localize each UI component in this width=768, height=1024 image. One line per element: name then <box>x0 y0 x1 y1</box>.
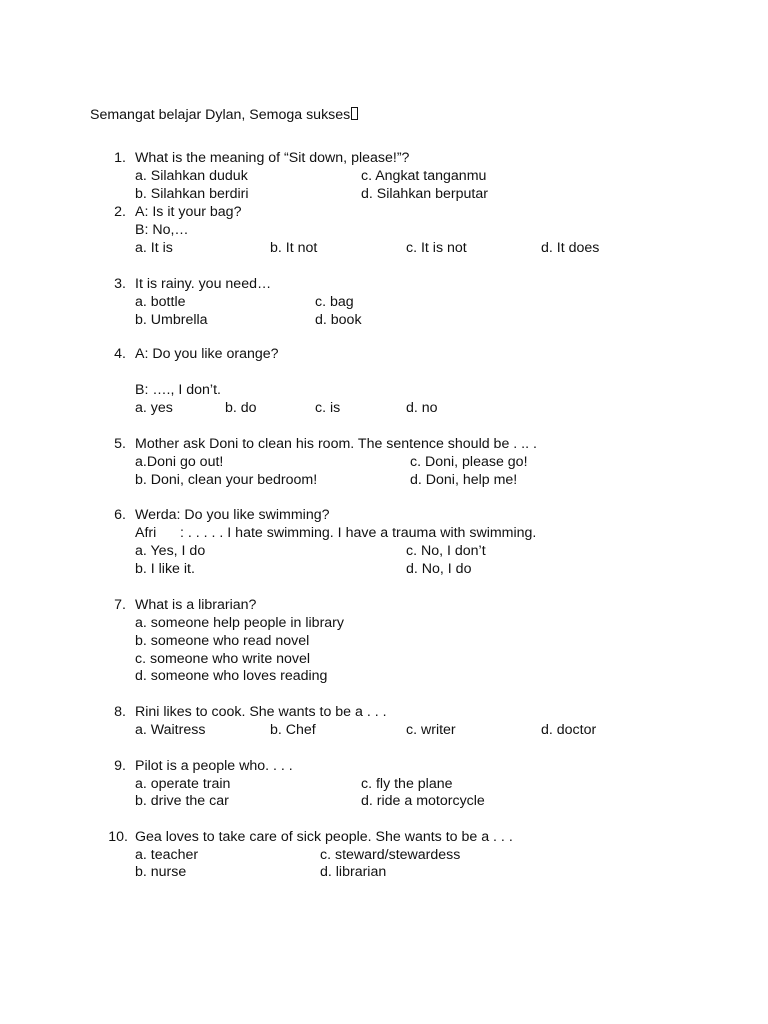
question-text: Mother ask Doni to clean his room. The sentence should be . .. . <box>135 436 537 452</box>
option-c: c. writer <box>406 722 456 738</box>
option-b: b. Doni, clean your bedroom! <box>135 472 318 488</box>
option-a: a. someone help people in library <box>135 615 345 631</box>
option-b: b. do <box>225 400 257 416</box>
option-a: a. It is <box>135 240 173 256</box>
option-c: c. steward/stewardess <box>320 847 461 863</box>
question-number: 10. <box>108 829 128 845</box>
option-d: d. doctor <box>541 722 597 738</box>
option-d: d. No, I do <box>406 561 472 577</box>
option-c: c. bag <box>315 294 354 310</box>
option-b: b. I like it. <box>135 561 195 577</box>
option-d: d. book <box>315 312 362 328</box>
question-number: 3. <box>114 276 126 292</box>
question-number: 5. <box>114 436 126 452</box>
question-text: It is rainy. you need… <box>135 276 272 292</box>
question-number: 6. <box>114 507 126 523</box>
question-text: A: Is it your bag? <box>135 204 242 220</box>
question-number: 4. <box>114 346 126 362</box>
greeting-text: Semangat belajar Dylan, Semoga sukses <box>90 107 351 123</box>
question-text: Pilot is a people who. . . . <box>135 758 293 774</box>
question-text-line-2: : . . . . . I hate swimming. I have a trauma with swimming. <box>180 525 537 541</box>
question-text-line-2: B: …., I don’t. <box>135 382 221 398</box>
option-c: c. Angkat tanganmu <box>361 168 487 184</box>
question-number: 2. <box>114 204 126 220</box>
option-a: a. teacher <box>135 847 199 863</box>
question-text-line-2: B: No,… <box>135 222 189 238</box>
question-number: 8. <box>114 704 126 720</box>
option-d: d. It does <box>541 240 600 256</box>
question-number: 1. <box>114 150 126 166</box>
option-d: d. Doni, help me! <box>410 472 518 488</box>
option-c: c. someone who write novel <box>135 651 311 667</box>
option-b: b. Umbrella <box>135 312 208 328</box>
option-d: d. librarian <box>320 864 387 880</box>
option-c: c. Doni, please go! <box>410 454 528 470</box>
option-d: d. ride a motorcycle <box>361 793 485 809</box>
option-a: a. Yes, I do <box>135 543 206 559</box>
option-b: b. nurse <box>135 864 187 880</box>
question-number: 7. <box>114 597 126 613</box>
option-d: d. no <box>406 400 438 416</box>
greeting-line <box>90 107 358 123</box>
question-number: 9. <box>114 758 126 774</box>
option-b: b. Chef <box>270 722 316 738</box>
option-d: d. Silahkan berputar <box>361 186 488 202</box>
speaker-name: Afri <box>135 525 157 541</box>
option-d: d. someone who loves reading <box>135 668 328 684</box>
option-b: b. someone who read novel <box>135 633 310 649</box>
option-c: c. It is not <box>406 240 467 256</box>
option-a: a. Waitress <box>135 722 206 738</box>
option-b: b. drive the car <box>135 793 229 809</box>
question-text: Werda: Do you like swimming? <box>135 507 330 523</box>
question-text: What is a librarian? <box>135 597 257 613</box>
option-b: b. Silahkan berdiri <box>135 186 249 202</box>
option-b: b. It not <box>270 240 318 256</box>
option-a: a. Silahkan duduk <box>135 168 248 184</box>
option-c: c. fly the plane <box>361 776 453 792</box>
option-a: a.Doni go out! <box>135 454 224 470</box>
question-text: Gea loves to take care of sick people. She wants to be a . . . <box>135 829 513 845</box>
question-text: Rini likes to cook. She wants to be a . . . <box>135 704 387 720</box>
option-a: a. operate train <box>135 776 231 792</box>
missing-glyph-icon <box>351 107 358 120</box>
option-c: c. is <box>315 400 341 416</box>
question-text: A: Do you like orange? <box>135 346 279 362</box>
option-a: a. yes <box>135 400 173 416</box>
option-a: a. bottle <box>135 294 186 310</box>
option-c: c. No, I don’t <box>406 543 486 559</box>
question-text: What is the meaning of “Sit down, please!”? <box>135 150 410 166</box>
